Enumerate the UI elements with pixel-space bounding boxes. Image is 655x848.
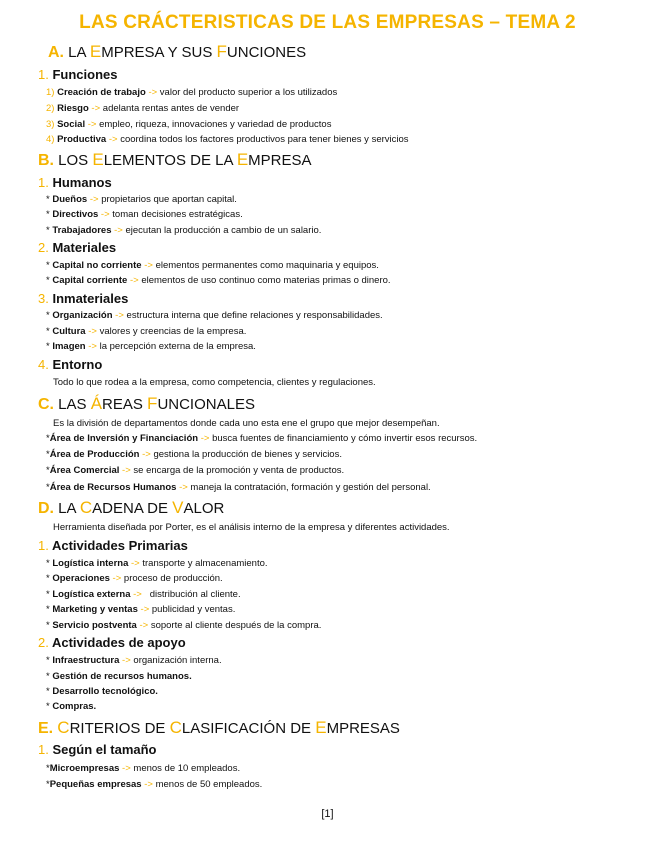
list-item: *Área de Producción -> gestiona la producción de bienes y servicios.	[46, 449, 342, 460]
list-item: 4) Productiva -> coordina todos los factores productivos para tener bienes y servicios	[46, 134, 409, 145]
subheading-apoyo: 2. Actividades de apoyo	[38, 635, 186, 650]
list-item: * Logística externa -> distribución al cliente.	[46, 589, 241, 600]
subheading-tamano: 1. Según el tamaño	[38, 742, 157, 757]
subheading-funciones: 1. Funciones	[38, 67, 118, 82]
list-item: * Infraestructura -> organización interna.	[46, 655, 222, 666]
list-item: * Trabajadores -> ejecutan la producción a cambio de un salario.	[46, 225, 322, 236]
list-item: 2) Riesgo -> adelanta rentas antes de vender	[46, 103, 240, 114]
list-item: * Logística interna -> transporte y almacenamiento.	[46, 558, 268, 569]
page-number: [1]	[321, 808, 334, 820]
list-item: *Área Comercial -> se encarga de la promoción y venta de productos.	[46, 465, 345, 476]
list-item: * Gestión de recursos humanos.	[46, 671, 192, 682]
subheading-materiales: 2. Materiales	[38, 240, 117, 255]
list-item: 3) Social -> empleo, riqueza, innovaciones y variedad de productos	[46, 119, 332, 130]
paragraph: Todo lo que rodea a la empresa, como competencia, clientes y regulaciones.	[53, 377, 376, 388]
paragraph: Herramienta diseñada por Porter, es el análisis interno de la empresa y diferentes actividades.	[53, 522, 450, 533]
list-item: * Desarrollo tecnológico.	[46, 686, 158, 697]
section-letter: A.	[48, 44, 64, 61]
page-title: LAS CRÁCTERISTICAS DE LAS EMPRESAS – TEMA 2	[79, 12, 576, 33]
list-item: * Capital no corriente -> elementos permanentes como maquinaria y equipos.	[46, 260, 379, 271]
list-item: * Compras.	[46, 701, 97, 712]
subheading-humanos: 1. Humanos	[38, 175, 112, 190]
section-a-heading: A. LA EMPRESA Y SUS FUNCIONES	[48, 42, 307, 61]
list-item: *Área de Recursos Humanos -> maneja la contratación, formación y gestión del personal.	[46, 482, 431, 493]
list-item: * Operaciones -> proceso de producción.	[46, 573, 223, 584]
subheading-primarias: 1. Actividades Primarias	[38, 538, 188, 553]
list-item: *Pequeñas empresas -> menos de 50 empleados.	[46, 779, 263, 790]
list-item: * Cultura -> valores y creencias de la empresa.	[46, 326, 247, 337]
section-e-heading: E. CRITERIOS DE CLASIFICACIÓN DE EMPRESAS	[38, 718, 400, 737]
list-item: * Directivos -> toman decisiones estratégicas.	[46, 209, 243, 220]
list-item: * Marketing y ventas -> publicidad y ventas.	[46, 604, 236, 615]
list-item: * Organización -> estructura interna que define relaciones y responsabilidades.	[46, 310, 383, 321]
list-item: *Microempresas -> menos de 10 empleados.	[46, 763, 241, 774]
subheading-inmateriales: 3. Inmateriales	[38, 291, 129, 306]
paragraph: Es la división de departamentos donde cada uno esta ene el grupo que mejor desempeñan.	[53, 418, 440, 429]
list-item: * Dueños -> propietarios que aportan capital.	[46, 194, 237, 205]
list-item: * Servicio postventa -> soporte al cliente después de la compra.	[46, 620, 322, 631]
section-d-heading: D. LA CADENA DE VALOR	[38, 498, 225, 517]
section-b-heading: B. LOS ELEMENTOS DE LA EMPRESA	[38, 150, 312, 169]
section-c-heading: C. LAS ÁREAS FUNCIONALES	[38, 394, 255, 413]
list-item: * Imagen -> la percepción externa de la empresa.	[46, 341, 256, 352]
list-item: *Área de Inversión y Financiación -> busca fuentes de financiamiento y cómo invertir esos recursos.	[46, 433, 478, 444]
list-item: * Capital corriente -> elementos de uso continuo como materias primas o dinero.	[46, 275, 391, 286]
list-item: 1) Creación de trabajo -> valor del producto superior a los utilizados	[46, 87, 338, 98]
subheading-entorno: 4. Entorno	[38, 357, 103, 372]
